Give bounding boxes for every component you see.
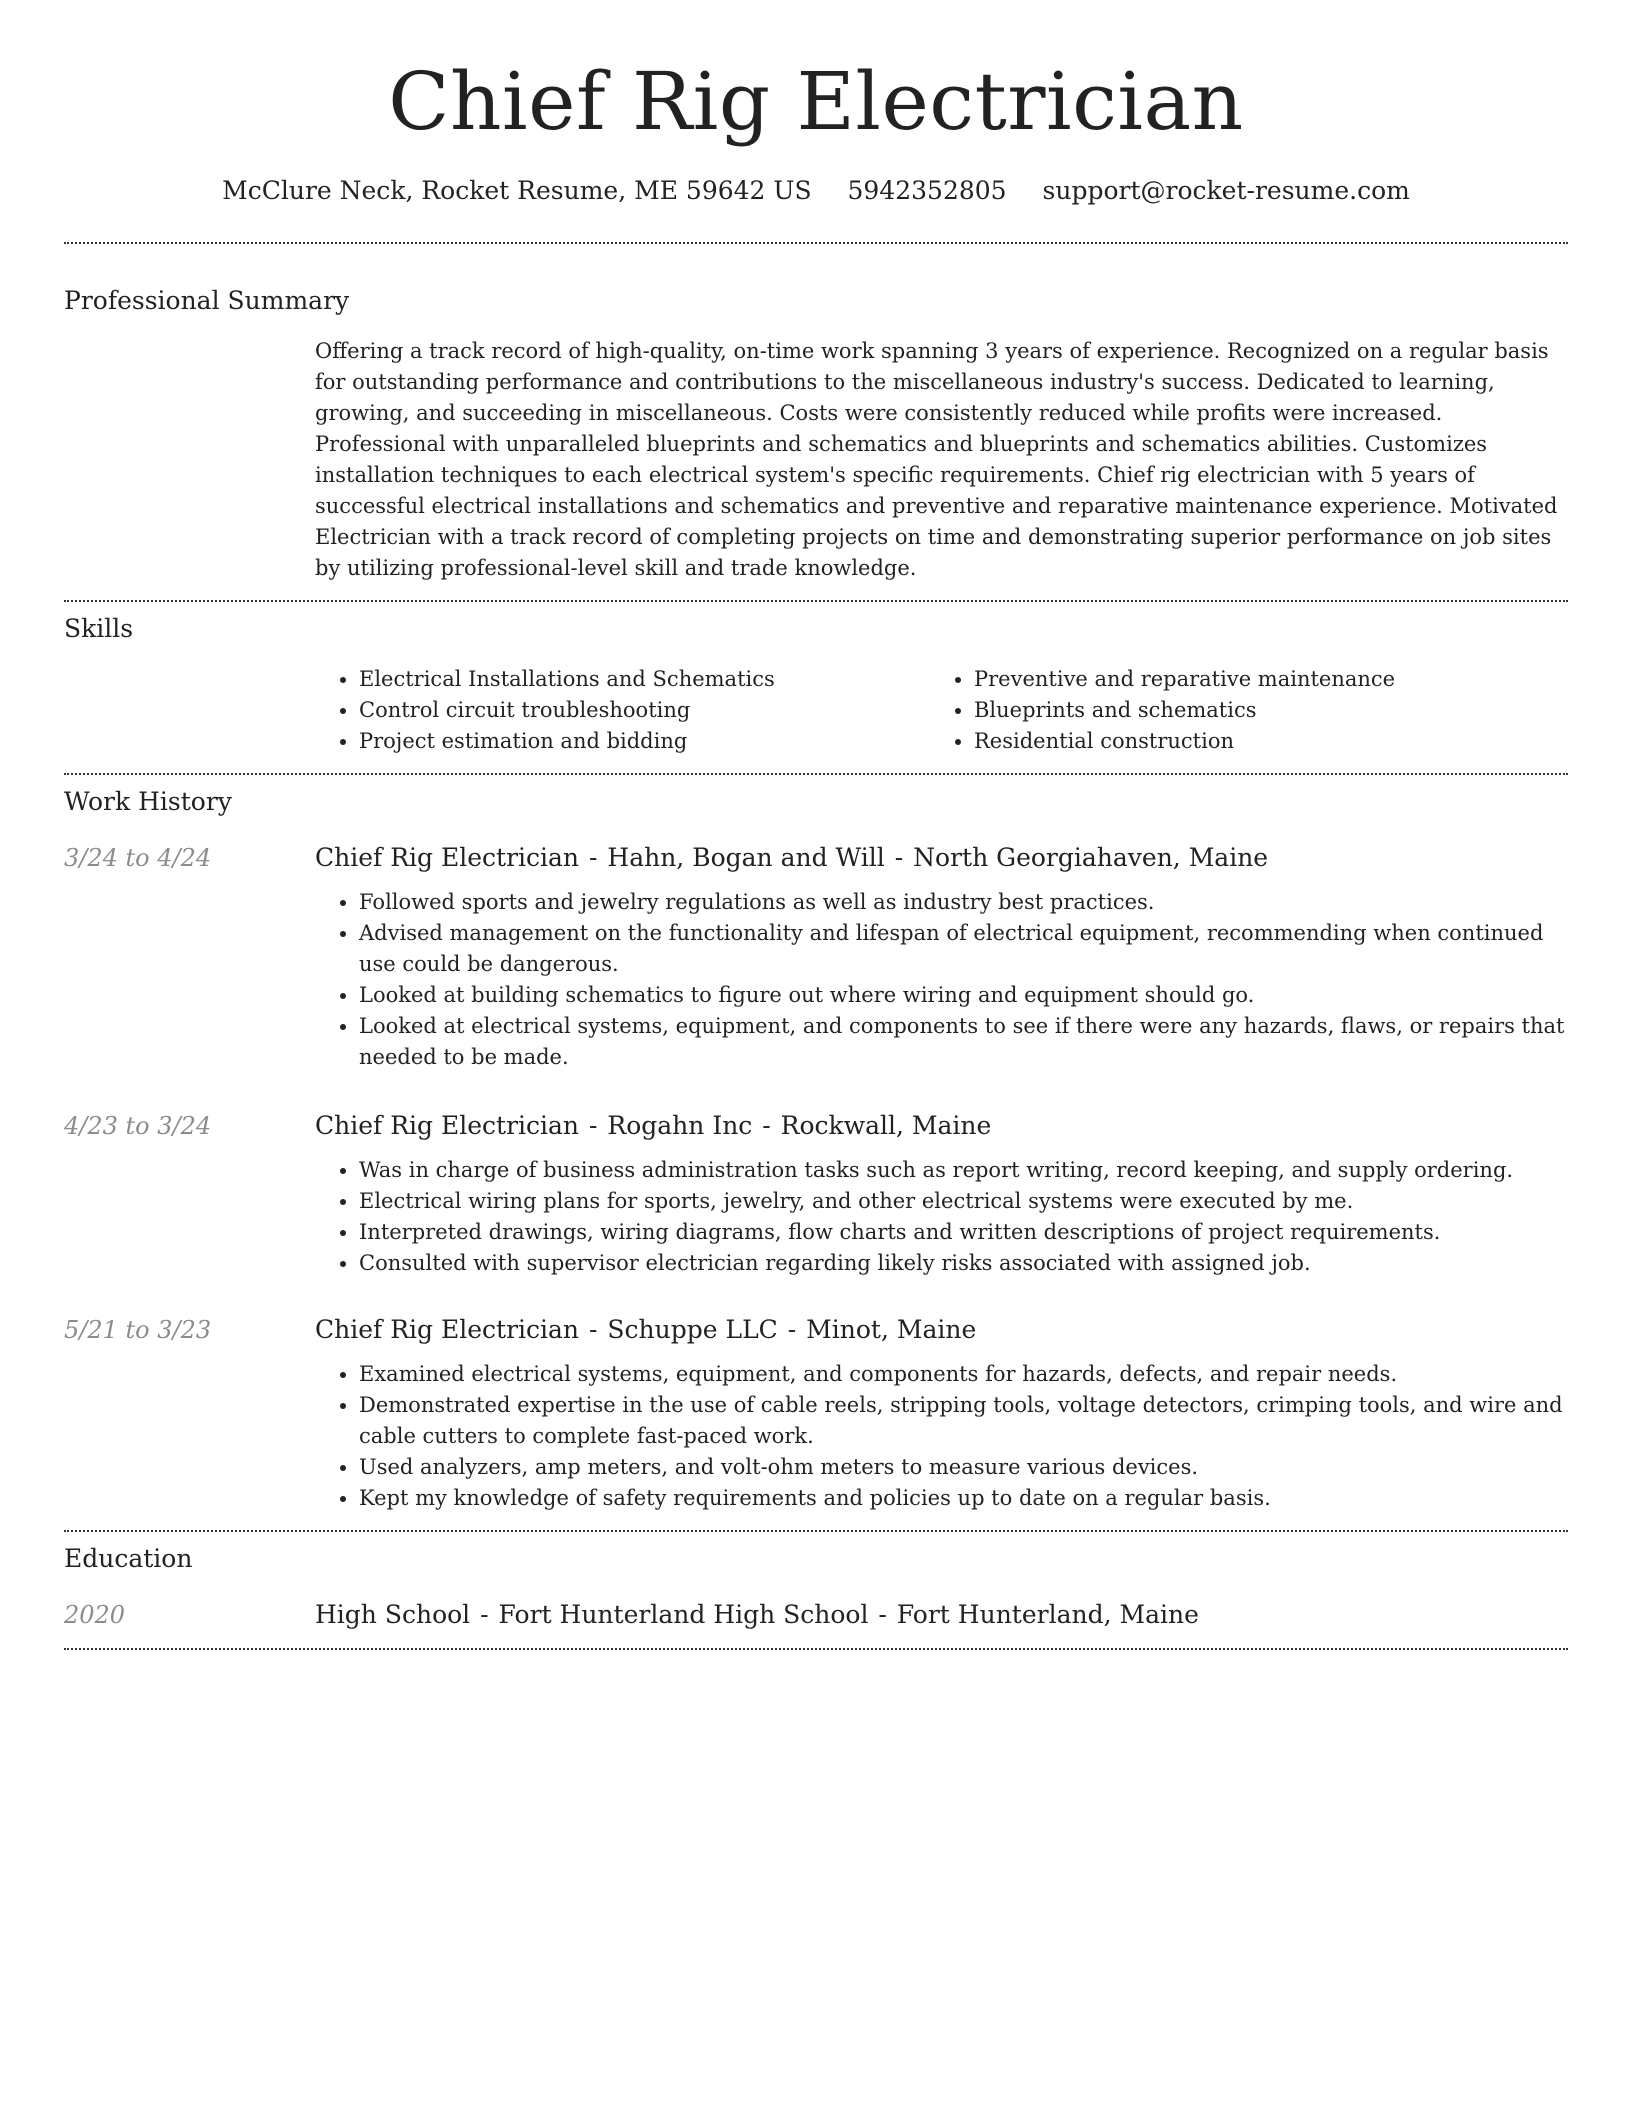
work-title bbox=[315, 841, 1568, 875]
work-entry bbox=[64, 841, 1568, 1073]
work-location: Minot, Maine bbox=[806, 1315, 977, 1344]
email: support@rocket-resume.com bbox=[1042, 176, 1410, 205]
work-bullets bbox=[315, 1155, 1568, 1279]
skill-item: • Electrical Installations and Schematics bbox=[359, 664, 930, 695]
education-entry bbox=[64, 1598, 1568, 1632]
work-entry bbox=[64, 1313, 1568, 1514]
work-entry bbox=[64, 1109, 1568, 1279]
divider bbox=[64, 1530, 1568, 1532]
work-bullet: • Looked at building schematics to figure out where wiring and equipment should go. bbox=[359, 980, 1568, 1011]
work-title bbox=[315, 1313, 1568, 1347]
education-details bbox=[315, 1598, 1568, 1632]
work-bullet: • Consulted with supervisor electrician regarding likely risks associated with assigned job. bbox=[359, 1248, 1568, 1279]
separator: - bbox=[894, 843, 904, 872]
section-title-education: Education bbox=[64, 1544, 193, 1573]
work-company: Hahn, Bogan and Will bbox=[607, 843, 885, 872]
divider bbox=[64, 242, 1568, 244]
candidate-name: Chief Rig Electrician bbox=[388, 55, 1244, 148]
separator: - bbox=[588, 1315, 598, 1344]
resume-page bbox=[64, 0, 1568, 1650]
skill-item: • Residential construction bbox=[974, 726, 1545, 757]
education-title bbox=[315, 1598, 1568, 1632]
divider bbox=[64, 1648, 1568, 1650]
divider bbox=[64, 773, 1568, 775]
separator: - bbox=[588, 843, 598, 872]
education-location: Fort Hunterland, Maine bbox=[896, 1600, 1199, 1629]
work-bullet: • Interpreted drawings, wiring diagrams, flow charts and written descriptions of project requirements. bbox=[359, 1217, 1568, 1248]
work-role: Chief Rig Electrician bbox=[315, 1111, 580, 1140]
separator: - bbox=[878, 1600, 887, 1629]
work-role: Chief Rig Electrician bbox=[315, 843, 580, 872]
section-title-skills: Skills bbox=[64, 614, 134, 643]
section-title-summary: Professional Summary bbox=[64, 286, 350, 315]
education-year: 2020 bbox=[64, 1601, 126, 1629]
work-company: Rogahn Inc bbox=[607, 1111, 753, 1140]
work-details bbox=[315, 841, 1568, 1073]
separator: - bbox=[588, 1111, 598, 1140]
separator: - bbox=[787, 1315, 797, 1344]
work-company: Schuppe LLC bbox=[607, 1315, 778, 1344]
work-bullet: • Followed sports and jewelry regulations as well as industry best practices. bbox=[359, 887, 1568, 918]
work-bullet: • Used analyzers, amp meters, and volt-ohm meters to measure various devices. bbox=[359, 1452, 1568, 1483]
work-bullets bbox=[315, 887, 1568, 1073]
work-bullet: • Looked at electrical systems, equipment, and components to see if there were any hazards, flaws, or repairs that needed to be made. bbox=[359, 1011, 1568, 1073]
skills-column-right bbox=[930, 664, 1545, 757]
work-location: North Georgiahaven, Maine bbox=[913, 843, 1269, 872]
education-school: Fort Hunterland High School bbox=[498, 1600, 869, 1629]
skills-column-left bbox=[315, 664, 930, 757]
skill-item: • Project estimation and bidding bbox=[359, 726, 930, 757]
work-details bbox=[315, 1313, 1568, 1514]
skill-item: • Control circuit troubleshooting bbox=[359, 695, 930, 726]
skills-list bbox=[315, 664, 1568, 757]
education-degree: High School bbox=[315, 1600, 471, 1629]
work-role: Chief Rig Electrician bbox=[315, 1315, 580, 1344]
work-bullet: • Electrical wiring plans for sports, jewelry, and other electrical systems were executed by me. bbox=[359, 1186, 1568, 1217]
work-bullet: • Was in charge of business administration tasks such as report writing, record keeping, and supply ordering. bbox=[359, 1155, 1568, 1186]
work-dates: 4/23 to 3/24 bbox=[64, 1112, 212, 1140]
work-bullet: • Demonstrated expertise in the use of cable reels, stripping tools, voltage detectors, crimping tools, and wire and cable cutters to complete fast-paced work. bbox=[359, 1390, 1568, 1452]
summary-text: Offering a track record of high-quality, on-time work spanning 3 years of experience. Recognized on a regular basis for outstanding performance and contributions to the miscellaneous industry's success. Dedicated to learning, growing, and succeeding in miscellaneous. Costs were consistently reduced while profits were increased. Professional with unparalleled blueprints and schematics and blueprints and schematics abilities. Customizes installation techniques to each electrical system's specific requirements. Chief rig electrician with 5 years of successful electrical installations and schematics and preventive and reparative maintenance experience. Motivated Electrician with a track record of completing projects on time and demonstrating superior performance on job sites by utilizing professional-level skill and trade knowledge. bbox=[315, 339, 1558, 580]
work-details bbox=[315, 1109, 1568, 1279]
divider bbox=[64, 600, 1568, 602]
skill-item: • Preventive and reparative maintenance bbox=[974, 664, 1545, 695]
work-dates: 5/21 to 3/23 bbox=[64, 1316, 212, 1344]
work-bullet: • Advised management on the functionality and lifespan of electrical equipment, recommending when continued use could be dangerous. bbox=[359, 918, 1568, 980]
separator: - bbox=[762, 1111, 771, 1140]
work-title bbox=[315, 1109, 1568, 1143]
work-bullet: • Examined electrical systems, equipment, and components for hazards, defects, and repair needs. bbox=[359, 1359, 1568, 1390]
address: McClure Neck, Rocket Resume, ME 59642 US bbox=[222, 176, 812, 205]
separator: - bbox=[480, 1600, 489, 1629]
work-bullet: • Kept my knowledge of safety requirements and policies up to date on a regular basis. bbox=[359, 1483, 1568, 1514]
work-dates: 3/24 to 4/24 bbox=[64, 844, 212, 872]
section-title-work: Work History bbox=[64, 787, 232, 816]
contact-info bbox=[64, 174, 1568, 208]
phone: 5942352805 bbox=[847, 176, 1007, 205]
work-location: Rockwall, Maine bbox=[780, 1111, 992, 1140]
skill-item: • Blueprints and schematics bbox=[974, 695, 1545, 726]
work-bullets bbox=[315, 1359, 1568, 1514]
